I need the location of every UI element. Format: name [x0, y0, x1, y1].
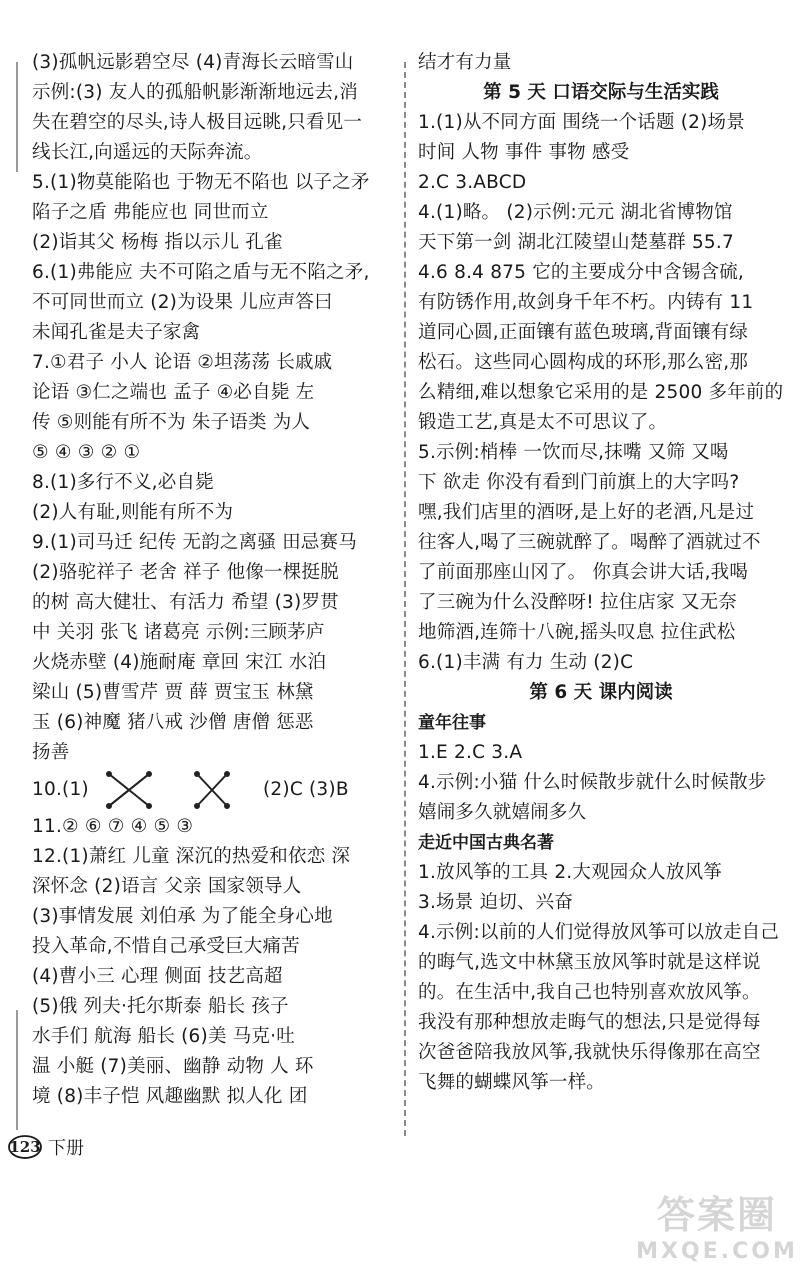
answer-line: 玉 (6)神魔 猪八戒 沙僧 唐僧 惩恶: [32, 712, 314, 733]
answer-line: 水手们 航海 船长 (6)美 马克·吐: [32, 1026, 295, 1047]
answer-line: 下 欲走 你没有看到门前旗上的大字吗?: [418, 472, 740, 493]
page-footer: [8, 1134, 84, 1160]
answer-line: 11.② ⑥ ⑦ ④ ⑤ ③: [32, 816, 194, 837]
answer-line: 传 ⑤则能有所不为 朱子语类 为人: [32, 412, 311, 433]
answer-line: 4.示例:小猫 什么时候散步就什么时候散步: [418, 772, 767, 793]
answer-line: (4)曹小三 心理 侧面 技艺高超: [32, 966, 283, 987]
answer-line: 火烧赤壁 (4)施耐庵 章回 宋江 水泊: [32, 652, 327, 673]
question-10-rest: (2)C (3)B: [263, 779, 349, 800]
answer-line: 6.(1)弗能应 夫不可陷之盾与无不陷之矛,: [32, 262, 370, 283]
answer-line: (2)人有耻,则能有所不为: [32, 502, 234, 523]
answer-line: 结才有力量: [418, 52, 512, 73]
answer-line: 1.(1)从不同方面 围绕一个话题 (2)场景: [418, 112, 745, 133]
margin-binding-mark-top: [16, 62, 18, 172]
answer-line: (3)事情发展 刘伯承 为了能全身心地: [32, 906, 333, 927]
answer-line: 么精细,难以想象它采用的是 2500 多年前的: [418, 382, 784, 403]
answer-line: 中 关羽 张飞 诸葛亮 示例:三顾茅庐: [32, 622, 325, 643]
answer-line: 时间 人物 事件 事物 感受: [418, 142, 630, 163]
answer-line: 的树 高大健壮、有活力 希望 (3)罗贯: [32, 592, 339, 613]
day-5-lines: [418, 108, 784, 678]
answer-line: 境 (8)丰子恺 风趣幽默 拟人化 团: [32, 1086, 308, 1107]
answer-line: 12.(1)萧红 儿童 深沉的热爱和依恋 深: [32, 846, 351, 867]
answer-line: 天下第一剑 湖北江陵望山楚墓群 55.7: [418, 232, 734, 253]
answer-line: 8.(1)多行不义,必自毙: [32, 472, 214, 493]
answer-line: 3.场景 迫切、兴奋: [418, 892, 574, 913]
section-childhood-lines: [418, 738, 784, 828]
answer-line: 我没有那种想放走晦气的想法,只是觉得每: [418, 1012, 761, 1033]
answer-line: 次爸爸陪我放风筝,我就快乐得像那在高空: [418, 1042, 761, 1063]
left-lines-before-match: [32, 48, 394, 768]
answer-line: 投入革命,不惜自己承受巨大痛苦: [32, 936, 300, 957]
answer-line: 的晦气,选文中林黛玉放风筝时就是这样说: [418, 952, 761, 973]
answer-line: 锻造工艺,真是太不可思议了。: [418, 412, 668, 433]
answer-line: 陷子之盾 弗能应也 同世而立: [32, 202, 269, 223]
section-classics-lines: [418, 858, 784, 1098]
answer-line: ⑤ ④ ③ ② ①: [32, 442, 141, 463]
answer-line: 嬉闹多久就嬉闹多久: [418, 802, 587, 823]
answer-line: 5.示例:梢棒 一饮而尽,抹嘴 又筛 又喝: [418, 442, 729, 463]
answer-line: 线长江,向遥远的天际奔流。: [32, 142, 263, 163]
match-group-1: [106, 771, 152, 809]
day-6-title: 第 6 天 课内阅读: [529, 682, 673, 703]
answer-line: 示例:(3) 友人的孤船帆影渐渐地远去,消: [32, 82, 358, 103]
answer-line: 往客人,喝了三碗就醉了。喝醉了酒就过不: [418, 532, 761, 553]
answer-line: (2)骆驼祥子 老舍 祥子 他像一棵挺脱: [32, 562, 339, 583]
answer-line: 9.(1)司马迁 纪传 无韵之离骚 田忌赛马: [32, 532, 357, 553]
left-lines-after-match: [32, 812, 394, 1112]
answer-line: 4.示例:以前的人们觉得放风筝可以放走自己: [418, 922, 780, 943]
answer-line: 的。在生活中,我自己也特别喜欢放风筝。: [418, 982, 761, 1003]
section-childhood-title: 童年往事: [418, 713, 486, 733]
answer-line: 4.(1)略。 (2)示例:元元 湖北省博物馆: [418, 202, 733, 223]
watermark-url: MXQE.COM: [636, 1239, 798, 1264]
answer-line: 松石。这些同心圆构成的环形,那么密,那: [418, 352, 749, 373]
volume-label: 下册: [48, 1138, 84, 1159]
answer-line: (2)诣其父 杨梅 指以示儿 孔雀: [32, 232, 283, 253]
answer-line: (5)俄 列夫·托尔斯泰 船长 孩子: [32, 996, 289, 1017]
watermark-logo-text: 答案圈: [656, 1193, 777, 1237]
answer-line: 4.6 8.4 875 它的主要成分中含锡含硫,: [418, 262, 744, 283]
answer-line: 深怀念 (2)语言 父亲 国家领导人: [32, 876, 302, 897]
match-group-2: [194, 771, 230, 809]
site-watermark: [632, 1192, 802, 1274]
answer-line: (3)孤帆远影碧空尽 (4)青海长云暗雪山: [32, 52, 354, 73]
answer-line: 有防锈作用,故剑身千年不朽。内铸有 11: [418, 292, 754, 313]
answer-line: 温 小艇 (7)美丽、幽静 动物 人 环: [32, 1056, 314, 1077]
question-10-line: [32, 768, 394, 812]
answer-line: 5.(1)物莫能陷也 于物无不陷也 以子之矛: [32, 172, 370, 193]
page-number: 123: [9, 1138, 41, 1156]
left-answer-column: [32, 48, 394, 1112]
question-10-prefix: 10.(1): [32, 779, 89, 800]
answer-line: 扬善: [32, 742, 70, 763]
margin-binding-mark-bottom: [16, 1010, 18, 1130]
answer-line: 1.E 2.C 3.A: [418, 742, 523, 763]
column-divider: [404, 62, 406, 1136]
answer-line: 论语 ③仁之端也 孟子 ④必自毙 左: [32, 382, 315, 403]
answer-line: 了三碗为什么没醉呀! 拉住店家 又无奈: [418, 592, 737, 613]
section-classics-title: 走近中国古典名著: [418, 833, 554, 853]
answer-line: 嘿,我们店里的酒呀,是上好的老酒,凡是过: [418, 502, 755, 523]
answer-line: 不可同世而立 (2)为设果 儿应声答曰: [32, 292, 333, 313]
answer-line: 地筛酒,连筛十八碗,摇头叹息 拉住武松: [418, 622, 736, 643]
answer-line: 失在碧空的尽头,诗人极目远眺,只看见一: [32, 112, 363, 133]
answer-line: 6.(1)丰满 有力 生动 (2)C: [418, 652, 634, 673]
answer-line: 飞舞的蝴蝶风筝一样。: [418, 1072, 606, 1093]
right-answer-column: [418, 48, 784, 1098]
answer-line: 梁山 (5)曹雪芹 贾 薛 贾宝玉 林黛: [32, 682, 314, 703]
day-5-title: 第 5 天 口语交际与生活实践: [483, 82, 719, 103]
page-number-badge: [8, 1134, 42, 1160]
matching-lines-diagram: [101, 768, 251, 812]
answer-line: 1.放风筝的工具 2.大观园众人放风筝: [418, 862, 722, 883]
right-lines-top: [418, 48, 784, 78]
answer-line: 2.C 3.ABCD: [418, 172, 527, 193]
answer-line: 了前面那座山冈了。 你真会讲大话,我喝: [418, 562, 749, 583]
answer-line: 未闻孔雀是夫子家禽: [32, 322, 201, 343]
answer-line: 道同心圆,正面镶有蓝色玻璃,背面镶有绿: [418, 322, 749, 343]
answer-line: 7.①君子 小人 论语 ②坦荡荡 长戚戚: [32, 352, 333, 373]
